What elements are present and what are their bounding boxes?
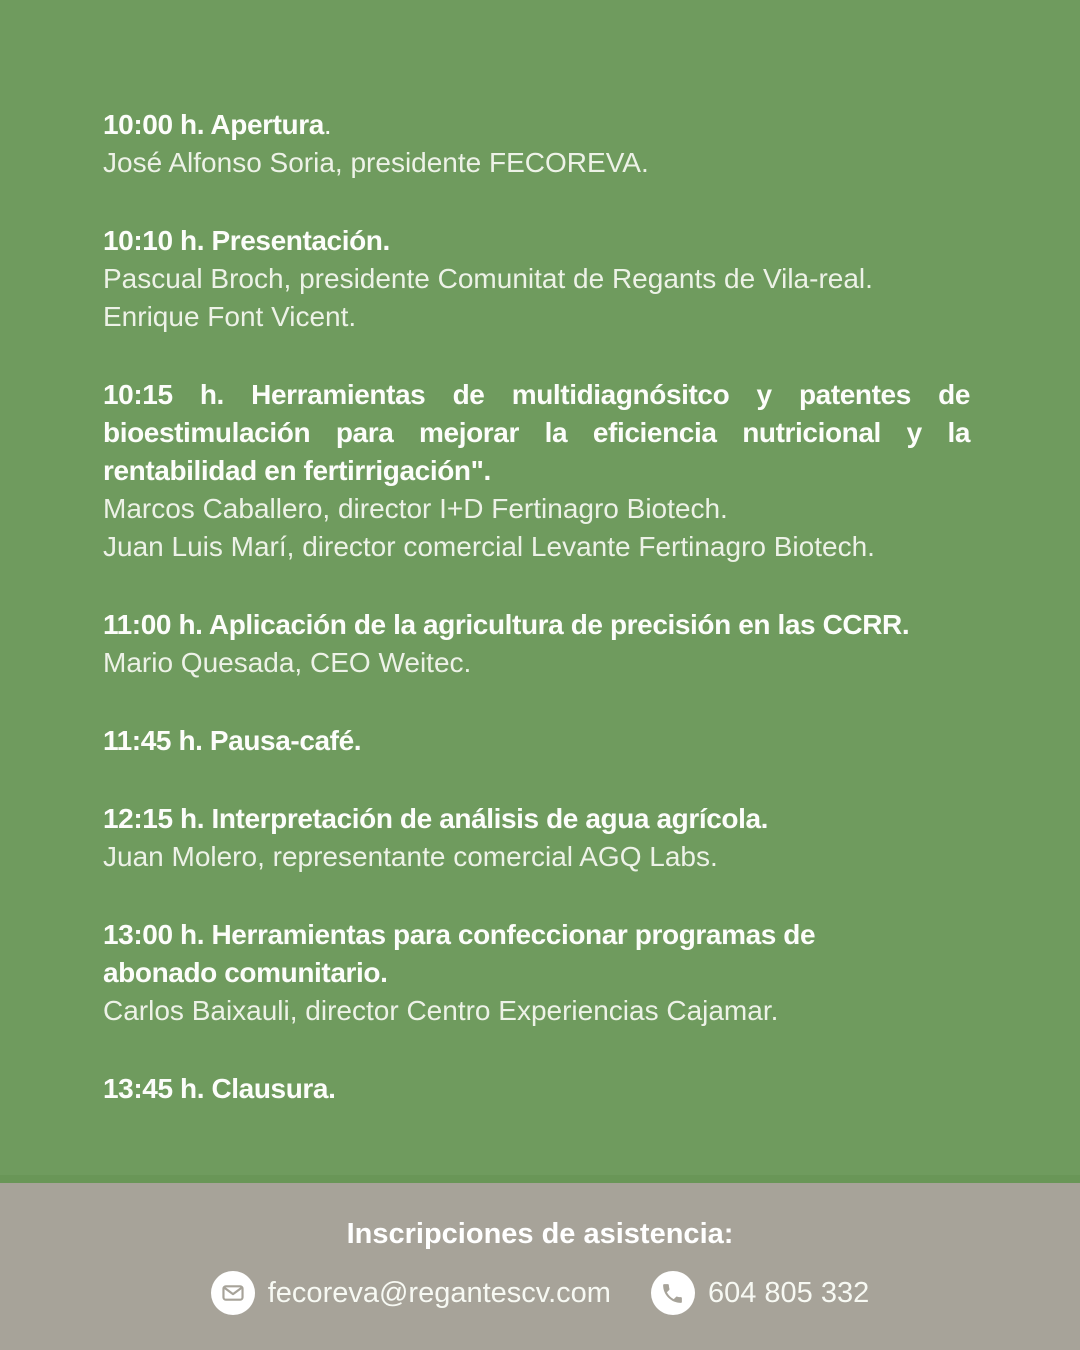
agenda-item-title (103, 376, 970, 490)
title-line: 11:45 h. Pausa-café. (103, 725, 362, 756)
agenda-item-speaker: Mario Quesada, CEO Weitec. (103, 647, 472, 678)
agenda-item-title (103, 1070, 970, 1108)
agenda-item-title (103, 106, 970, 144)
title-period: . (323, 109, 332, 140)
title-line: bioestimulación para mejorar la eficiencia nutricional y la (103, 417, 970, 448)
agenda-item (103, 916, 970, 1030)
title-line: rentabilidad en fertirrigación". (103, 455, 491, 486)
agenda-item (103, 222, 970, 336)
agenda-item-title (103, 916, 970, 992)
agenda-item-title (103, 606, 970, 644)
agenda-item (103, 800, 970, 876)
phone-icon (651, 1271, 695, 1315)
agenda-item (103, 722, 970, 760)
agenda-item (103, 606, 970, 682)
email-contact (211, 1271, 611, 1315)
agenda-item (103, 1070, 970, 1108)
footer-heading: Inscripciones de asistencia: (346, 1218, 734, 1250)
agenda-item-title (103, 800, 970, 838)
title-line: 12:15 h. Interpretación de análisis de agua agrícola. (103, 803, 769, 834)
agenda-item-title (103, 222, 970, 260)
contact-row (211, 1271, 870, 1315)
agenda-item-speaker: Enrique Font Vicent. (103, 301, 357, 332)
agenda-item (103, 106, 970, 182)
email-address: fecoreva@regantescv.com (267, 1276, 611, 1309)
agenda-item-speaker: Juan Luis Marí, director comercial Levante Fertinagro Biotech. (103, 531, 875, 562)
title-line: 11:00 h. Aplicación de la agricultura de precisión en las CCRR. (103, 609, 910, 640)
title-line: 10:00 h. Apertura. (103, 109, 332, 140)
footer-bar (0, 1183, 1080, 1350)
title-line: 10:15 h. Herramientas de multidiagnósitco y patentes de (103, 379, 970, 410)
envelope-icon (211, 1271, 255, 1315)
agenda-item-speaker: Juan Molero, representante comercial AGQ Labs. (103, 841, 718, 872)
agenda-item-speaker: Carlos Baixauli, director Centro Experiencias Cajamar. (103, 995, 779, 1026)
phone-contact (651, 1271, 869, 1315)
title-line: abonado comunitario. (103, 957, 388, 988)
title-line: 10:10 h. Presentación. (103, 225, 390, 256)
phone-number: 604 805 332 (707, 1276, 870, 1309)
divider-strip (0, 1175, 1080, 1183)
agenda-item-speaker: Marcos Caballero, director I+D Fertinagro Biotech. (103, 493, 728, 524)
title-line: 13:00 h. Herramientas para confeccionar programas de (103, 919, 816, 950)
agenda-item-speaker: Pascual Broch, presidente Comunitat de Regants de Vila-real. (103, 263, 873, 294)
agenda-item-speaker: José Alfonso Soria, presidente FECOREVA. (103, 147, 649, 178)
agenda-item (103, 376, 970, 566)
title-line: 13:45 h. Clausura. (103, 1073, 336, 1104)
agenda-item-title (103, 722, 970, 760)
